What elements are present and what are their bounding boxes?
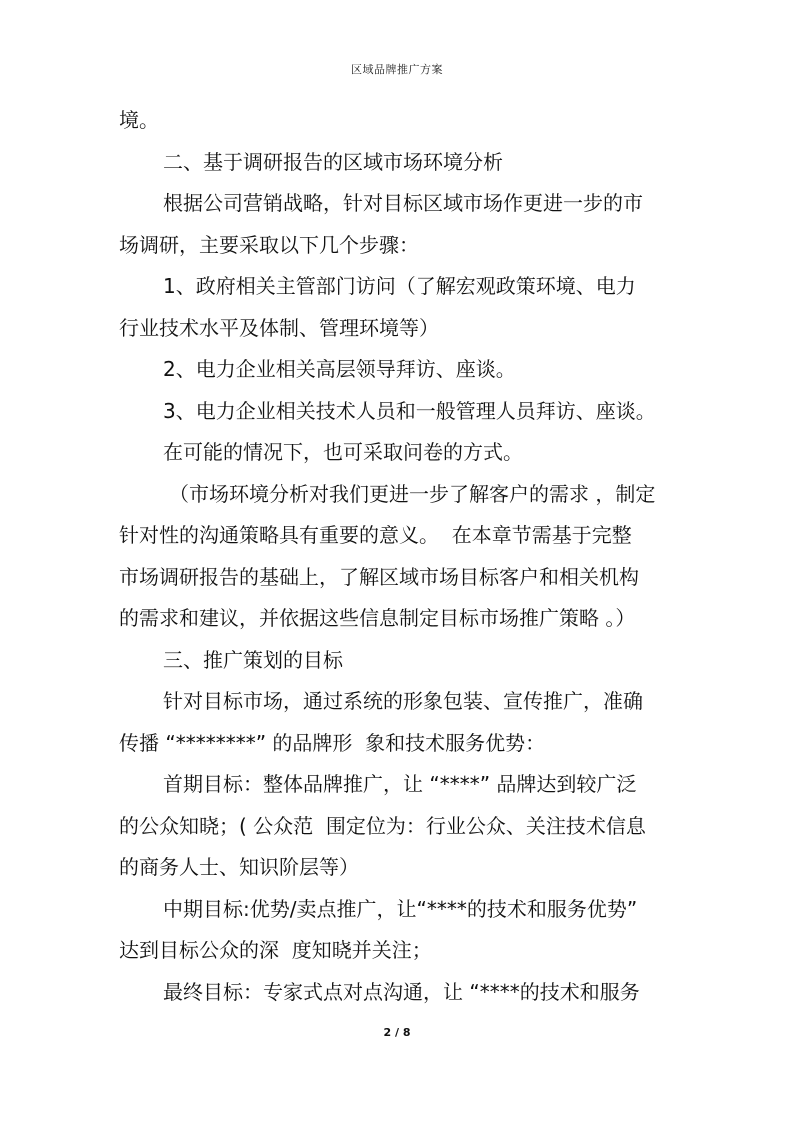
- paragraph-line: 根据公司营销战略，针对目标区域市场作更进一步的市: [163, 191, 643, 215]
- paragraph-line: 场调研，主要采取以下几个步骤：: [119, 232, 419, 257]
- paragraph-line: 针对性的沟通策略具有重要的意义。 在本章节需基于完整: [119, 523, 632, 547]
- section-heading: 二、基于调研报告的区域市场环境分析: [163, 149, 503, 174]
- paragraph-line: 市场调研报告的基础上，了解区域市场目标客户和相关机构: [119, 564, 639, 589]
- paragraph-line: 针对目标市场，通过系统的形象包装、宣传推广，准确: [163, 689, 643, 713]
- paragraph-line: 传播 “********” 的品牌形 象和技术服务优势：: [119, 730, 546, 755]
- paragraph-line: 最终目标：专家式点对点沟通，让 “****的技术和服务: [163, 979, 640, 1004]
- paragraph-line: 的需求和建议，并依据这些信息制定目标市场推广策略 。）: [119, 606, 636, 630]
- section-heading: 三、推广策划的目标: [163, 647, 343, 672]
- paragraph-line: 的商务人士、知识阶层等）: [119, 855, 359, 879]
- list-item: 1、政府相关主管部门访问（了解宏观政策环境、电力: [163, 274, 636, 298]
- paragraph-line: （市场环境分析对我们更进一步了解客户的需求 ，制定: [169, 481, 656, 506]
- list-item: 3、电力企业相关技术人员和一般管理人员拜访、座谈。: [163, 398, 656, 423]
- document-body: [119, 100, 689, 1013]
- paragraph-line: 的公众知晓；( 公众范 围定位为：行业公众、关注技术信息: [119, 813, 646, 838]
- paragraph-line: 达到目标公众的深 度知晓并关注；: [119, 938, 432, 962]
- page-header-title: 区域品牌推广方案: [351, 63, 443, 76]
- paragraph-line: 境。: [119, 108, 159, 132]
- list-item: 2、电力企业相关高层领导拜访、座谈。: [163, 357, 516, 381]
- paragraph-line: 在可能的情况下，也可采取问卷的方式。: [163, 440, 523, 464]
- paragraph-line: 首期目标：整体品牌推广，让 “****” 品牌达到较广泛: [163, 772, 637, 796]
- paragraph-line: 行业技术水平及体制、管理环境等）: [119, 315, 439, 340]
- paragraph-line: 中期目标:优势/卖点推广，让“****的技术和服务优势”: [163, 896, 638, 921]
- page-number: 2 / 8: [383, 1026, 411, 1039]
